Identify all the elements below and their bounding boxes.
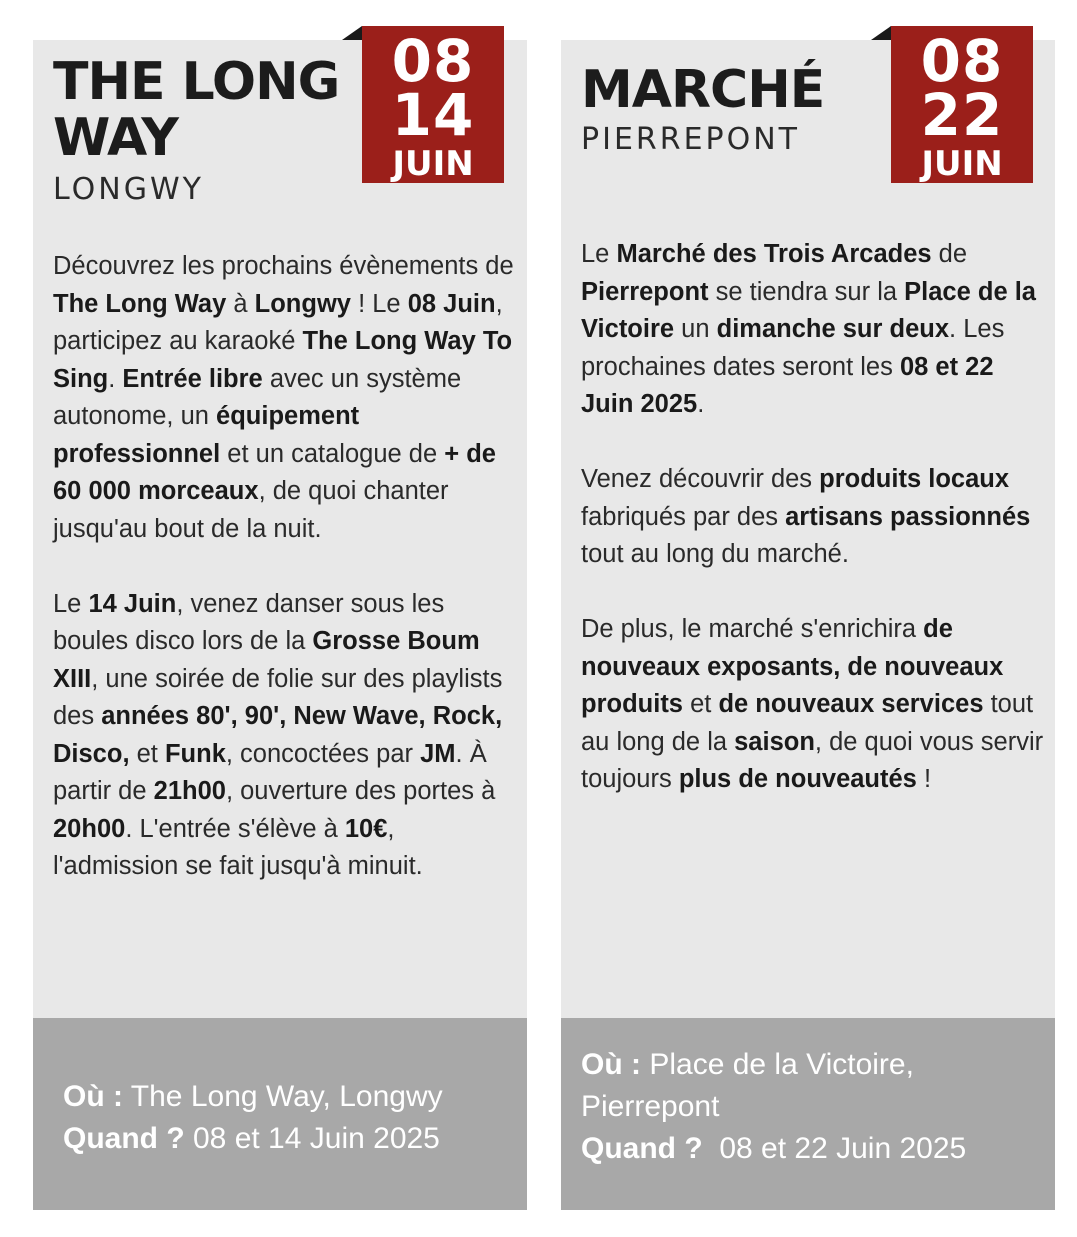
where-label: Où : — [581, 1048, 641, 1081]
date-badge — [362, 26, 504, 183]
when-label: Quand ? — [581, 1132, 703, 1165]
card-title: THE LONG WAY — [53, 52, 340, 168]
card-subtitle: PIERREPONT — [581, 122, 801, 157]
paragraph-1: Découvrez les prochains évènements de The Long Way à Longwy ! Le 08 Juin, participez au karaoké The Long Way To Sing. Entrée libre avec un système autonome, un équipement professionnel et un catalogue de + de 60 000 morceaux, de quoi chanter jusqu'au bout de la nuit. — [53, 252, 514, 543]
card-body — [53, 248, 518, 886]
where-value: The Long Way, Longwy — [130, 1080, 443, 1113]
paragraph-3: De plus, le marché s'enrichira de nouveaux exposants, de nouveaux produits et de nouveaux services tout au long de la saison, de quoi vous servir toujours plus de nouveautés ! — [581, 615, 1044, 793]
date-month: JUIN — [392, 144, 474, 184]
event-card-marche — [561, 27, 1055, 1210]
when-line — [581, 1128, 966, 1170]
date-badge-fold — [871, 26, 891, 40]
when-line — [63, 1118, 443, 1160]
paragraph-2: Venez découvrir des produits locaux fabriqués par des artisans passionnés tout au long du marché. — [581, 465, 1031, 568]
info-panel — [33, 1018, 527, 1210]
where-line — [581, 1044, 966, 1086]
event-card-the-long-way — [33, 27, 527, 1210]
date-badge — [891, 26, 1033, 183]
when-label: Quand ? — [63, 1122, 185, 1155]
info-panel — [561, 1018, 1055, 1210]
where-line — [63, 1076, 443, 1118]
date-day-2: 22 — [920, 81, 1004, 149]
when-value: 08 et 22 Juin 2025 — [719, 1132, 967, 1165]
card-body — [581, 236, 1051, 799]
paragraph-1: Le Marché des Trois Arcades de Pierrepont se tiendra sur la Place de la Victoire un dimanche sur deux. Les prochaines dates seront les 08 et 22 Juin 2025. — [581, 240, 1036, 418]
where-value-line-1: Place de la Victoire, — [649, 1048, 914, 1081]
where-value-line-2: Pierrepont — [581, 1090, 720, 1123]
date-month: JUIN — [921, 144, 1003, 184]
where-label: Où : — [63, 1080, 123, 1113]
paragraph-2: Le 14 Juin, venez danser sous les boules disco lors de la Grosse Boum XIII, une soirée de folie sur des playlists des années 80', 90', New Wave, Rock, Disco, et Funk, concoctées par JM. À partir de 21h00, ouverture des portes à 20h00. L'entrée s'élève à 10€, l'admission se fait jusqu'à minuit. — [53, 589, 503, 880]
date-day-1: 08 — [391, 27, 475, 95]
when-value: 08 et 14 Juin 2025 — [193, 1122, 440, 1155]
card-subtitle: LONGWY — [53, 172, 204, 207]
date-day-1: 08 — [920, 27, 1004, 95]
card-title: MARCHÉ — [581, 60, 825, 120]
date-badge-fold — [342, 26, 362, 40]
date-day-2: 14 — [391, 81, 475, 149]
